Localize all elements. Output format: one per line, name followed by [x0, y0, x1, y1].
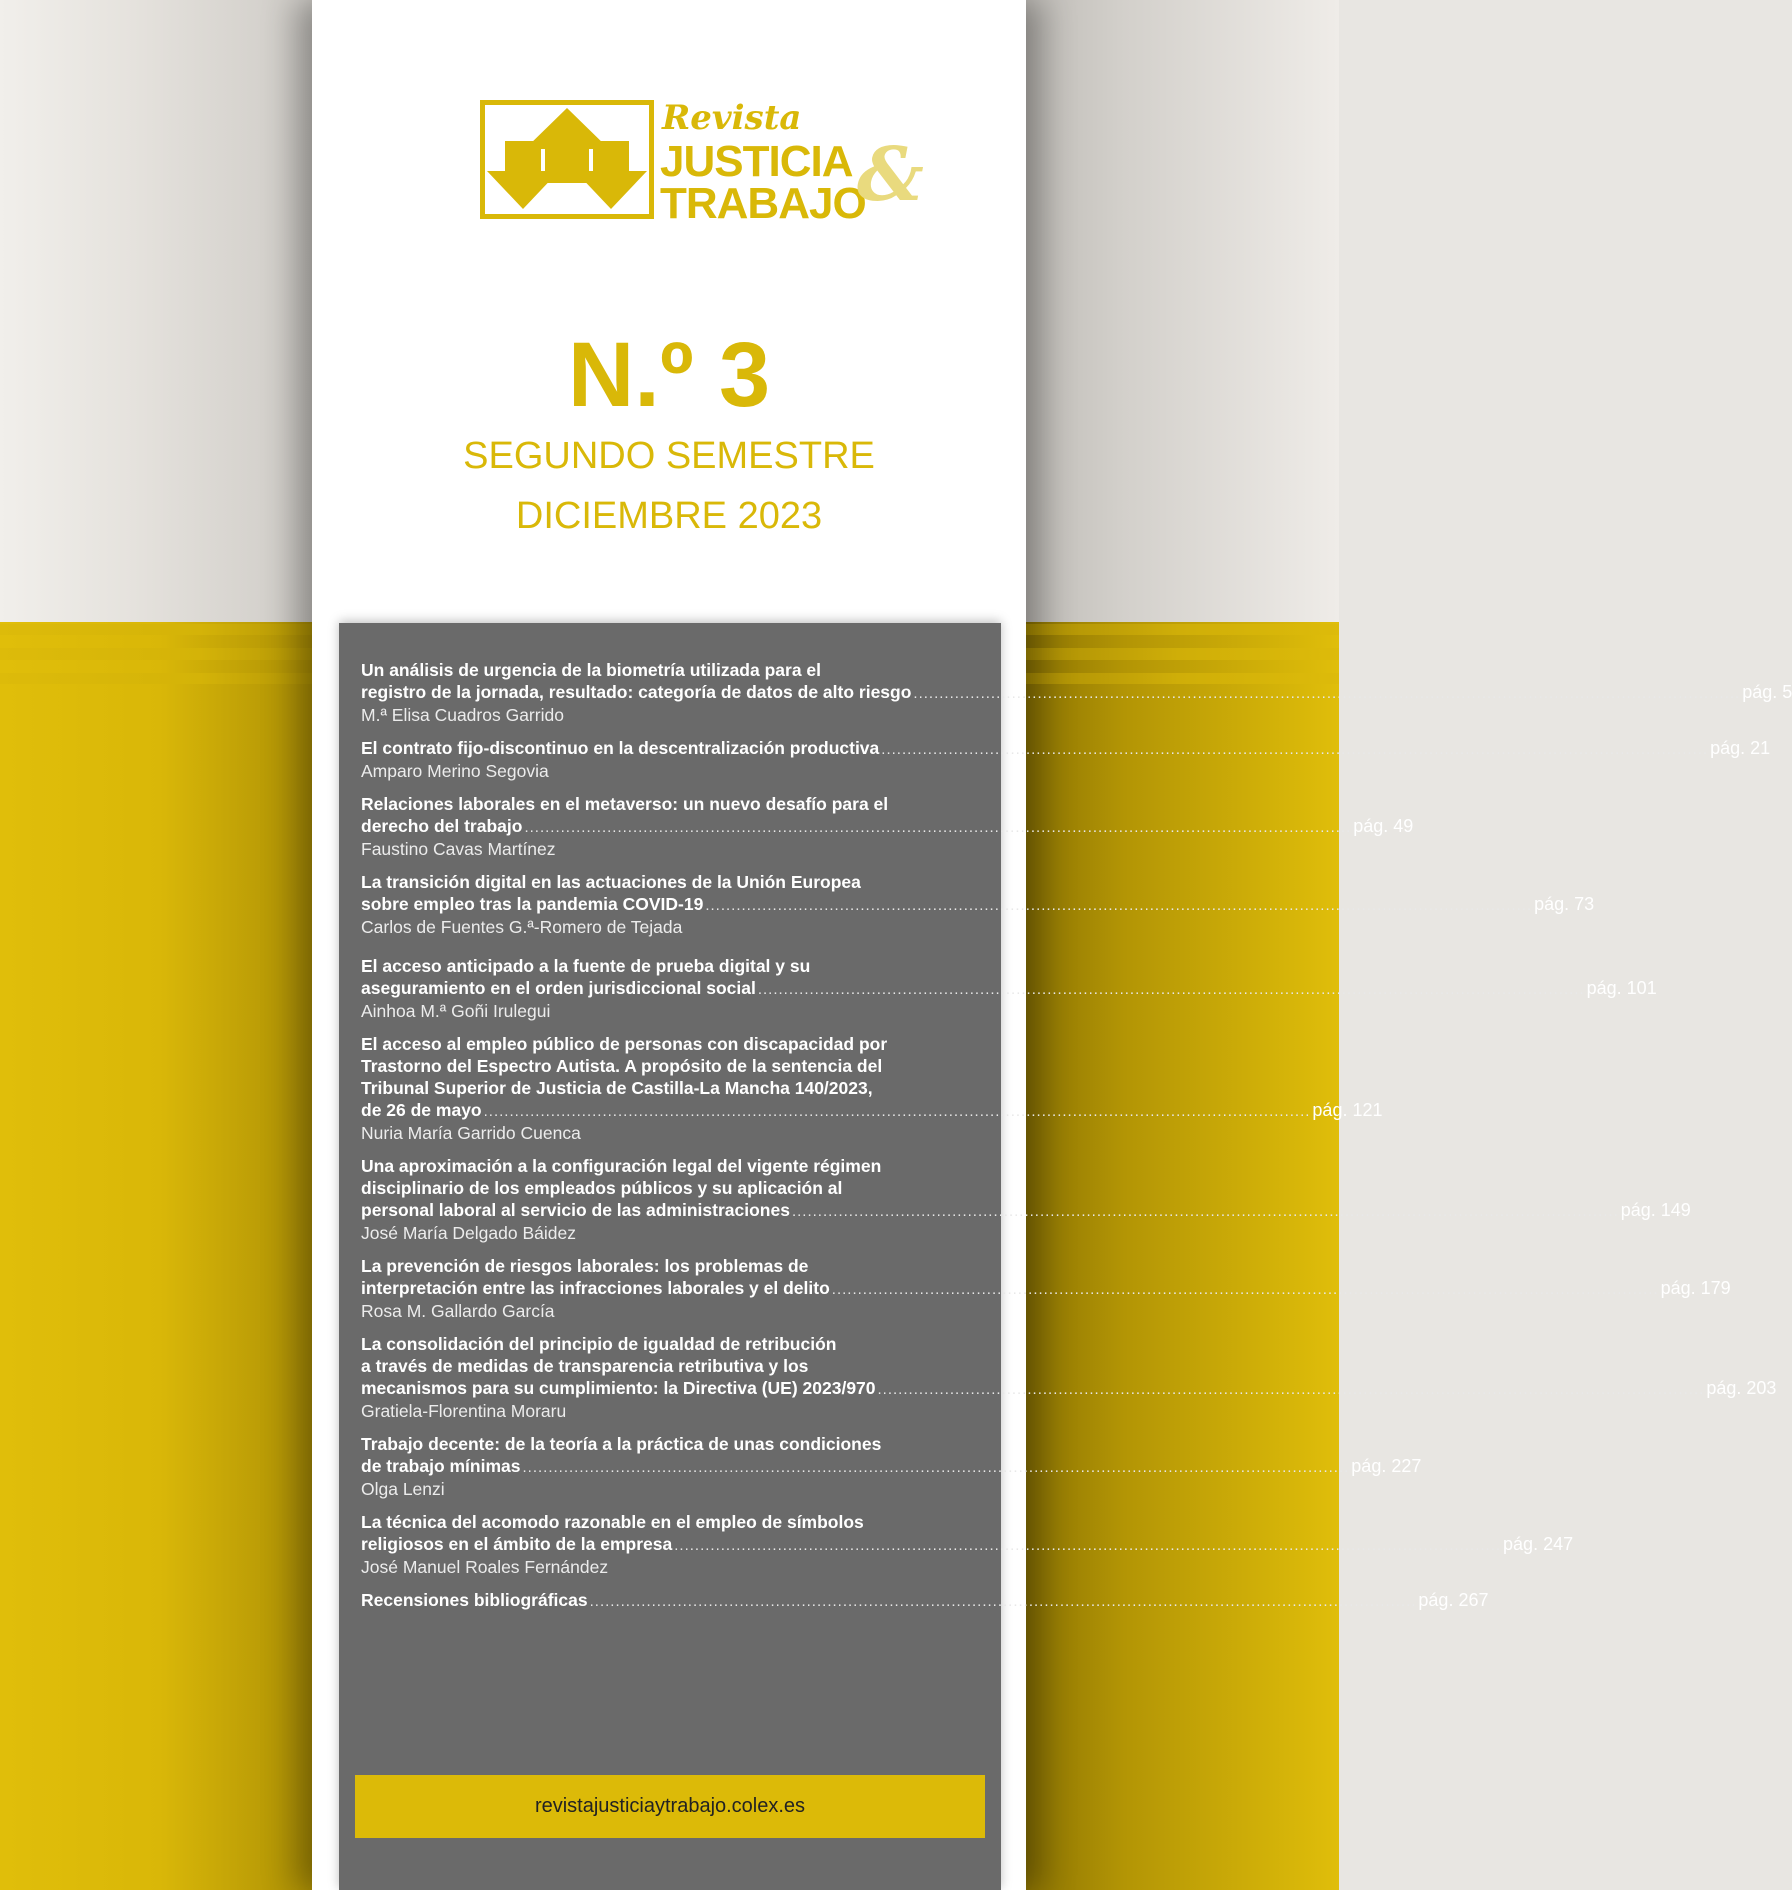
toc-title-line: Trastorno del Espectro Autista. A propósito de la sentencia del: [361, 1056, 883, 1076]
toc-page-number: pág. 227: [1351, 1456, 1422, 1476]
toc-entry[interactable]: [361, 1255, 1731, 1323]
toc-author: M.ª Elisa Cuadros Garrido: [361, 705, 564, 725]
dot-leader: ................................................................................................................................................................: [589, 1593, 1417, 1610]
toc-page-number: pág. 49: [1353, 816, 1414, 836]
toc-page-number: pág. 179: [1660, 1278, 1731, 1298]
logo-revista: Revista: [662, 98, 802, 138]
dot-leader: ................................................................................................................................................................: [674, 1537, 1502, 1554]
logo-trabajo: TRABAJO: [660, 179, 866, 228]
toc-title-line: El acceso anticipado a la fuente de prueba digital y su: [361, 956, 811, 976]
toc-title-line: de 26 de mayo: [361, 1100, 482, 1120]
website-banner[interactable]: [355, 1775, 985, 1838]
toc-title-line: derecho del trabajo: [361, 816, 523, 836]
toc-title-line: El contrato fijo-discontinuo en la descentralización productiva: [361, 738, 880, 758]
toc-author: Rosa M. Gallardo García: [361, 1301, 555, 1321]
toc-entry[interactable]: [361, 871, 1595, 939]
toc-title-line: Relaciones laborales en el metaverso: un nuevo desafío para el: [361, 794, 889, 814]
toc-entry[interactable]: [361, 955, 1657, 1023]
toc-title-line: interpretación entre las infracciones laborales y el delito: [361, 1278, 830, 1298]
toc-author: Amparo Merino Segovia: [361, 761, 549, 781]
toc-title-line: aseguramiento en el orden jurisdiccional social: [361, 978, 756, 998]
toc-title-line: Recensiones bibliográficas: [361, 1590, 588, 1610]
issue-number: N.º 3: [567, 324, 771, 426]
toc-entry[interactable]: [361, 1511, 1574, 1579]
toc-author: José María Delgado Báidez: [361, 1223, 576, 1243]
website-url[interactable]: revistajusticiaytrabajo.colex.es: [534, 1795, 806, 1817]
toc-entry[interactable]: [361, 793, 1414, 861]
toc-author: Gratiela-Florentina Moraru: [361, 1401, 567, 1421]
toc-entry[interactable]: [361, 1589, 1489, 1611]
toc-page-number: pág. 203: [1706, 1378, 1777, 1398]
toc-page-number: pág. 73: [1534, 894, 1595, 914]
toc-title-line: religiosos en el ámbito de la empresa: [361, 1534, 673, 1554]
toc-author: Faustino Cavas Martínez: [361, 839, 556, 859]
toc-title-line: a través de medidas de transparencia retributiva y los: [361, 1356, 809, 1376]
toc-title-line: de trabajo mínimas: [361, 1456, 521, 1476]
toc-author: Carlos de Fuentes G.ª-Romero de Tejada: [361, 917, 683, 937]
issue-date: DICIEMBRE 2023: [515, 495, 823, 537]
toc-title-line: personal laboral al servicio de las administraciones: [361, 1200, 790, 1220]
toc-title-line: La consolidación del principio de igualdad de retribución: [361, 1334, 837, 1354]
dot-leader: ................................................................................................................................................................: [522, 1459, 1350, 1476]
toc-page-number: pág. 121: [1312, 1100, 1383, 1120]
toc-author: José Manuel Roales Fernández: [361, 1557, 609, 1577]
toc-title-line: registro de la jornada, resultado: categoría de datos de alto riesgo: [361, 682, 912, 702]
toc-title-line: La técnica del acomodo razonable en el empleo de símbolos: [361, 1512, 864, 1532]
toc-title-line: La prevención de riesgos laborales: los problemas de: [361, 1256, 809, 1276]
arrows-box-icon: [480, 100, 654, 219]
issue-semester: SEGUNDO SEMESTRE: [463, 435, 875, 477]
dot-leader: ................................................................................................................................................................: [757, 981, 1585, 998]
dot-leader: ................................................................................................................................................................: [791, 1203, 1619, 1220]
toc-title-line: Una aproximación a la configuración legal del vigente régimen: [361, 1156, 882, 1176]
toc-entry[interactable]: [361, 1433, 1422, 1501]
logo-justicia: JUSTICIA: [660, 137, 853, 186]
toc-page-number: pág. 267: [1418, 1590, 1489, 1610]
toc-title-line: Un análisis de urgencia de la biometría utilizada para el: [361, 660, 822, 680]
toc-entry[interactable]: [361, 1155, 1691, 1245]
logo-ampersand: &: [857, 132, 924, 218]
toc-page-number: pág. 247: [1503, 1534, 1574, 1554]
toc-title-line: La transición digital en las actuaciones de la Unión Europea: [361, 872, 861, 892]
toc-title-line: Trabajo decente: de la teoría a la práctica de unas condiciones: [361, 1434, 882, 1454]
toc-author: Nuria María Garrido Cuenca: [361, 1123, 581, 1143]
toc-title-line: disciplinario de los empleados públicos y su aplicación al: [361, 1178, 843, 1198]
toc-entry[interactable]: [361, 1333, 1777, 1423]
toc-title-line: sobre empleo tras la pandemia COVID-19: [361, 894, 704, 914]
dot-leader: ................................................................................................................................................................: [877, 1381, 1705, 1398]
toc-entry[interactable]: [361, 659, 1792, 727]
toc-title-line: Tribunal Superior de Justicia de Castilla-La Mancha 140/2023,: [361, 1078, 873, 1098]
toc-title-line: El acceso al empleo público de personas con discapacidad por: [361, 1034, 888, 1054]
dot-leader: ................................................................................................................................................................: [524, 819, 1352, 836]
toc-page-number: pág. 21: [1710, 738, 1771, 758]
toc-page-number: pág. 5: [1742, 682, 1792, 702]
table-of-contents: [361, 659, 1792, 1621]
dot-leader: ................................................................................................................................................................: [831, 1281, 1659, 1298]
dot-leader: ................................................................................................................................................................: [483, 1103, 1311, 1120]
dot-leader: ................................................................................................................................................................: [881, 741, 1709, 758]
toc-page-number: pág. 101: [1586, 978, 1657, 998]
dot-leader: ................................................................................................................................................................: [913, 685, 1741, 702]
toc-author: Olga Lenzi: [361, 1479, 445, 1499]
toc-entry[interactable]: [361, 737, 1771, 783]
toc-entry[interactable]: [361, 1033, 1383, 1145]
dot-leader: ................................................................................................................................................................: [705, 897, 1533, 914]
journal-logo: [480, 96, 924, 228]
toc-title-line: mecanismos para su cumplimiento: la Directiva (UE) 2023/970: [361, 1378, 876, 1398]
toc-page-number: pág. 149: [1620, 1200, 1691, 1220]
toc-author: Ainhoa M.ª Goñi Irulegui: [361, 1001, 551, 1021]
